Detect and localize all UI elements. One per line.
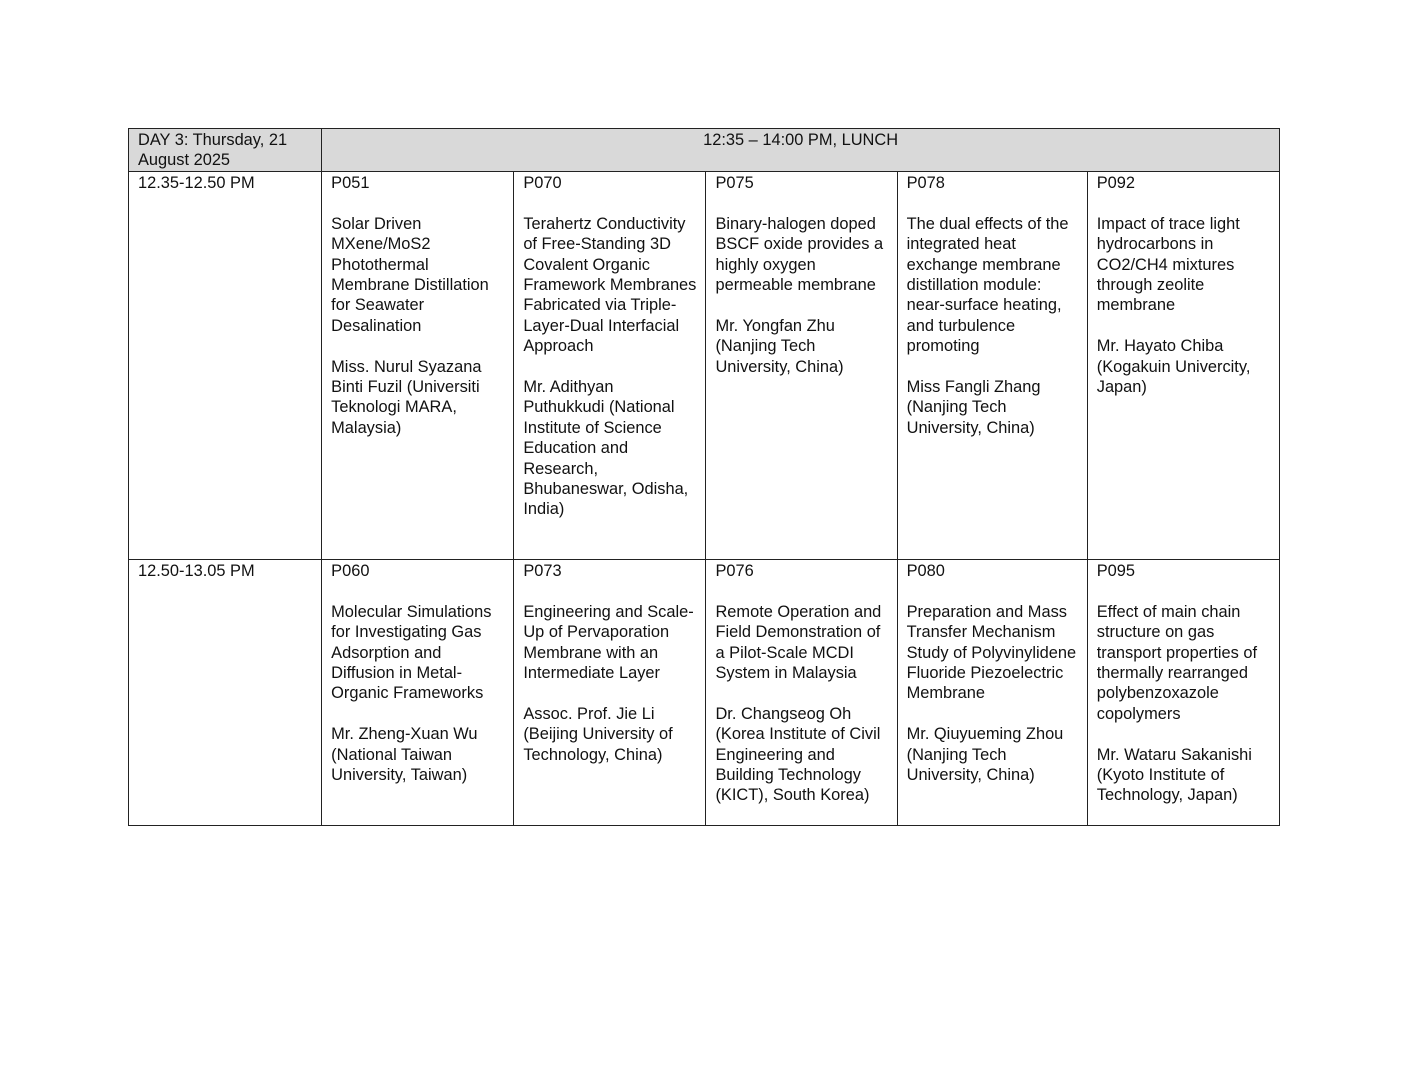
presenter-affiliation: Assoc. Prof. Jie Li (Beijing University of Technology, China) <box>523 704 673 764</box>
presentation-title: Preparation and Mass Transfer Mechanism Study of Polyvinylidene Fluoride Piezoelectric Membrane <box>906 602 1077 703</box>
presentation-code: P070 <box>523 174 562 192</box>
presentation-code: P076 <box>715 562 754 580</box>
presentation-title: Molecular Simulations for Investigating Gas Adsorption and Diffusion in Metal-Organic Frameworks <box>331 602 492 703</box>
table-row <box>129 172 1280 560</box>
presentation-code: P095 <box>1096 562 1136 580</box>
presentation-cell <box>1087 172 1279 560</box>
presentation-cell <box>897 172 1087 560</box>
presenter-affiliation: Mr. Hayato Chiba (Kogakuin Univercity, Japan) <box>1096 337 1251 397</box>
presenter-affiliation: Mr. Qiuyueming Zhou (Nanjing Tech University, China) <box>906 725 1064 785</box>
presentation-cell <box>706 172 897 560</box>
presentation-cell <box>706 560 897 826</box>
presentation-code: P073 <box>523 562 562 580</box>
presentation-code: P060 <box>331 562 370 580</box>
presentation-cell <box>322 560 514 826</box>
presentation-title: Solar Driven MXene/MoS2 Photothermal Membrane Distillation for Seawater Desalination <box>331 214 489 335</box>
presentation-code: P092 <box>1096 174 1136 192</box>
presentation-code: P078 <box>906 174 945 192</box>
presenter-affiliation: Mr. Wataru Sakanishi (Kyoto Institute of Technology, Japan) <box>1096 745 1252 805</box>
presentation-cell <box>897 560 1087 826</box>
time-slot-cell: 12.35-12.50 PM <box>129 172 322 560</box>
presenter-affiliation: Dr. Changseog Oh (Korea Institute of Civil Engineering and Building Technology (KICT), South Korea) <box>715 704 881 805</box>
presentation-title: Effect of main chain structure on gas transport properties of thermally rearranged polybenzoxazole copolymers <box>1096 602 1258 723</box>
presentation-title: Terahertz Conductivity of Free-Standing 3D Covalent Organic Framework Membranes Fabricated via Triple-Layer-Dual Interfacial Approach <box>523 214 697 356</box>
presentation-title: Remote Operation and Field Demonstration of a Pilot-Scale MCDI System in Malaysia <box>715 602 882 683</box>
presentation-cell <box>1087 560 1279 826</box>
schedule-table <box>128 128 1280 826</box>
presentation-title: Impact of trace light hydrocarbons in CO2/CH4 mixtures through zeolite membrane <box>1096 214 1240 315</box>
time-slot-cell: 12.50-13.05 PM <box>129 560 322 826</box>
lunch-session-label: 12:35 – 14:00 PM, LUNCH <box>322 129 1280 172</box>
day-label: DAY 3: Thursday, 21 August 2025 <box>129 129 322 172</box>
presentation-cell <box>322 172 514 560</box>
presentation-cell <box>514 172 706 560</box>
presentation-cell <box>514 560 706 826</box>
presentation-title: Engineering and Scale-Up of Pervaporation Membrane with an Intermediate Layer <box>523 602 694 683</box>
presentation-title: The dual effects of the integrated heat exchange membrane distillation module: near-surface heating, and turbulence promoting <box>906 214 1069 356</box>
presenter-affiliation: Mr. Yongfan Zhu (Nanjing Tech University, China) <box>715 316 844 376</box>
presenter-affiliation: Mr. Zheng-Xuan Wu (National Taiwan University, Taiwan) <box>331 725 478 785</box>
presentation-title: Binary-halogen doped BSCF oxide provides a highly oxygen permeable membrane <box>715 214 884 295</box>
presenter-affiliation: Miss. Nurul Syazana Binti Fuzil (Universiti Teknologi MARA, Malaysia) <box>331 357 482 437</box>
table-row <box>129 560 1280 826</box>
presentation-code: P051 <box>331 174 370 192</box>
presentation-code: P080 <box>906 562 945 580</box>
presentation-code: P075 <box>715 174 754 192</box>
presenter-affiliation: Miss Fangli Zhang (Nanjing Tech University, China) <box>906 378 1041 437</box>
header-row <box>129 129 1280 172</box>
presenter-affiliation: Mr. Adithyan Puthukkudi (National Institute of Science Education and Research, Bhubaneswar, Odisha, India) <box>523 378 689 519</box>
